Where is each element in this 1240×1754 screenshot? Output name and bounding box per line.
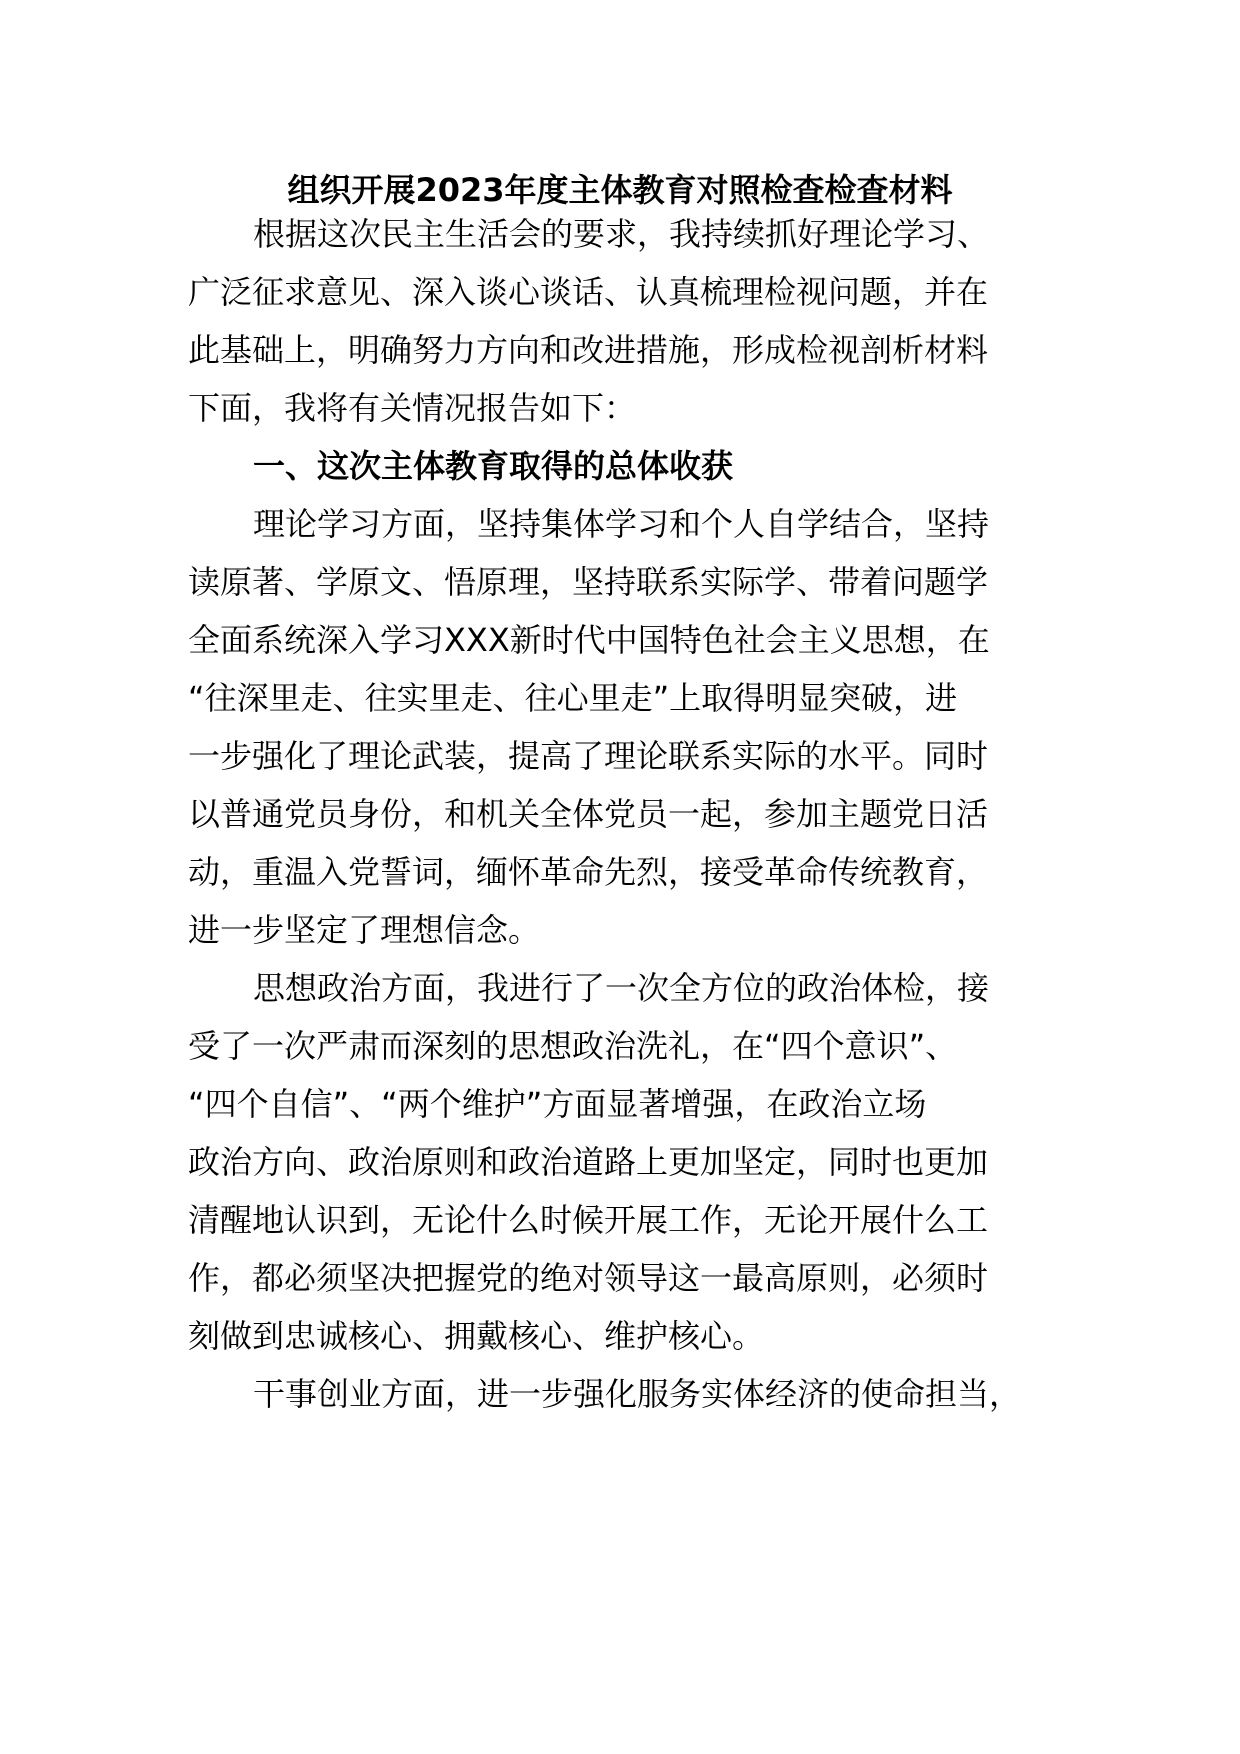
document-title: 组织开展2023年度主体教育对照检查检查材料 xyxy=(287,171,953,209)
section-heading: 一、这次主体教育取得的总体收获 xyxy=(253,447,734,485)
paragraph-line: 动，重温入党誓词，缅怀革命先烈，接受革命传统教育， xyxy=(188,853,989,891)
paragraph-line: 下面，我将有关情况报告如下： xyxy=(188,389,637,427)
paragraph-line: 思想政治方面，我进行了一次全方位的政治体检，接 xyxy=(253,969,990,1007)
paragraph-line: 一步强化了理论武装，提高了理论联系实际的水平。同时 xyxy=(188,737,989,775)
paragraph-line: 广泛征求意见、深入谈心谈话、认真梳理检视问题，并在 xyxy=(188,273,989,311)
paragraph-line: 刻做到忠诚核心、拥戴核心、维护核心。 xyxy=(188,1317,765,1355)
paragraph-line: “往深里走、往实里走、往心里走”上取得明显突破，进 xyxy=(188,679,958,717)
paragraph-line: 根据这次民主生活会的要求，我持续抓好理论学习、 xyxy=(253,215,990,253)
paragraph-line: 清醒地认识到，无论什么时候开展工作，无论开展什么工 xyxy=(188,1201,989,1239)
paragraph-line: 全面系统深入学习XXX新时代中国特色社会主义思想，在 xyxy=(188,621,990,659)
paragraph-line: “四个自信”、“两个维护”方面显著增强，在政治立场 xyxy=(188,1085,927,1123)
paragraph-line: 受了一次严肃而深刻的思想政治洗礼，在“四个意识”、 xyxy=(188,1027,958,1065)
paragraph-line: 此基础上，明确努力方向和改进措施，形成检视剖析材料 xyxy=(188,331,989,369)
paragraph-line: 进一步坚定了理想信念。 xyxy=(188,911,541,949)
paragraph-line: 理论学习方面，坚持集体学习和个人自学结合，坚持 xyxy=(253,505,990,543)
paragraph-line: 读原著、学原文、悟原理，坚持联系实际学、带着问题学 xyxy=(188,563,989,601)
paragraph-line: 干事创业方面，进一步强化服务实体经济的使命担当， xyxy=(253,1375,1022,1413)
paragraph-line: 政治方向、政治原则和政治道路上更加坚定，同时也更加 xyxy=(188,1143,989,1181)
paragraph-line: 作，都必须坚决把握党的绝对领导这一最高原则，必须时 xyxy=(188,1259,989,1297)
paragraph-line: 以普通党员身份，和机关全体党员一起，参加主题党日活 xyxy=(188,795,989,833)
